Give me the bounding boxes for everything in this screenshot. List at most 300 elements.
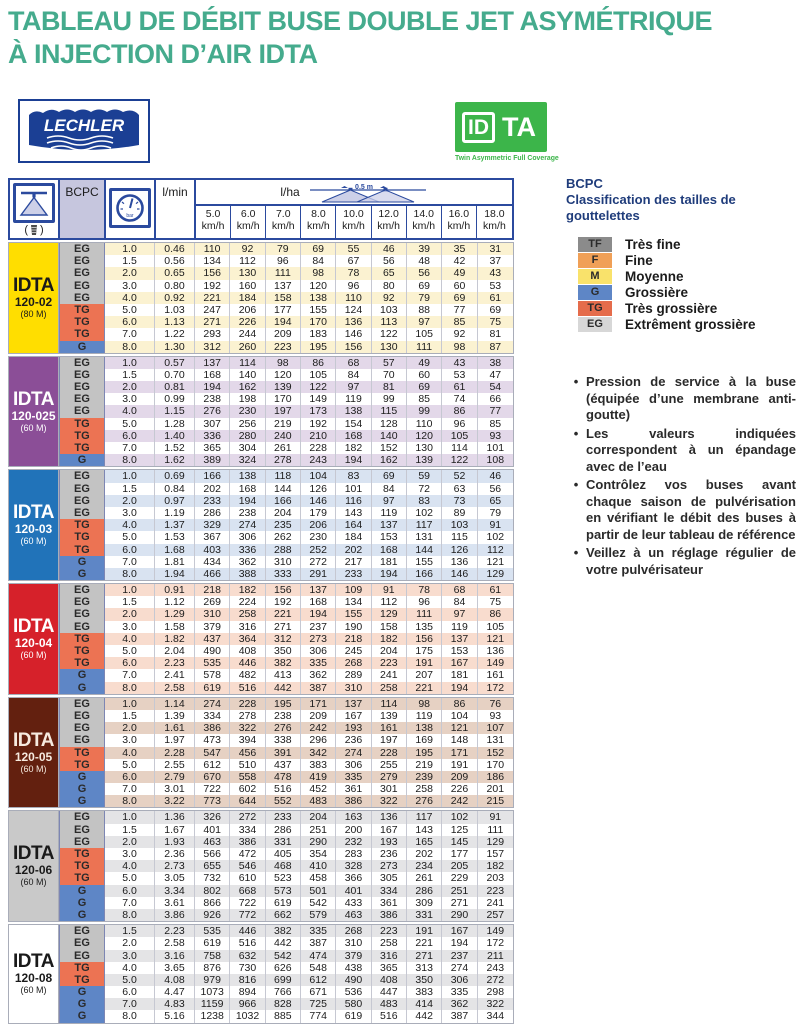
lha-value: 168 [372,544,407,556]
lha-value: 279 [372,771,407,783]
lha-value: 244 [230,328,265,340]
lha-value: 190 [336,621,371,633]
lha-value: 85 [442,316,477,328]
lha-value: 305 [372,872,407,884]
lha-value: 117 [407,811,442,823]
lha-value: 619 [336,1010,371,1022]
lha-value: 85 [489,417,502,430]
lha-value: 387 [301,937,336,949]
bcpc-class: EG [59,267,105,279]
bcpc-class: EG [59,608,105,620]
lha-value: 155 [407,556,442,568]
lha-value: 573 [266,885,301,897]
lha-value: 335 [301,657,336,669]
nozzle-group-120-05 [8,697,514,809]
lha-value: 204 [372,645,407,657]
lha-value: 31 [478,243,513,255]
lha-value: 136 [336,316,371,328]
speed-value: 16.0 [448,208,470,220]
nozzle-model: 120-06 [14,863,53,878]
lha-value: 552 [266,795,301,807]
lha-value: 296 [301,734,336,746]
lha-value: 725 [301,998,336,1010]
svg-text:LECHLER: LECHLER [43,116,125,135]
lha-value: 699 [266,974,301,986]
lha-value: 86 [301,357,336,369]
speed-value: 6.0 [240,208,256,220]
speed-column-header [336,206,371,238]
lha-value: 413 [266,669,301,681]
pressure-gauge-icon [114,192,146,224]
lha-value: 167 [442,657,477,669]
bcpc-class: EG [59,483,105,495]
lha-value: 114 [372,698,407,710]
lha-value: 558 [230,771,265,783]
lha-value: 255 [372,759,407,771]
lha-value: 39 [407,243,442,255]
flow-lmin-value: 3.34 [155,885,195,897]
legend-item [578,317,796,332]
lha-value: 66 [489,393,502,406]
pressure-bar-value: 7.0 [105,783,155,795]
lha-value: 155 [301,304,336,316]
nozzle-series: IDTA [13,729,54,751]
lha-value: 84 [372,483,407,495]
lha-value: 288 [266,544,301,556]
lha-value: 516 [230,937,265,949]
lha-value: 322 [372,795,407,807]
lha-value: 47 [489,368,502,381]
legend-title-line1: BCPC [566,176,603,191]
flow-lmin-value: 0.81 [155,381,195,393]
lha-value: 166 [195,470,230,482]
lha-value: 193 [372,836,407,848]
lha-value: 183 [301,328,336,340]
notes-list [566,374,796,578]
lha-value: 161 [372,722,407,734]
flow-lmin-value: 1.81 [155,556,195,568]
pressure-bar-value: 8.0 [105,454,155,466]
lha-value: 626 [266,962,301,974]
lha-value: 126 [442,544,477,556]
page-title-line2: À INJECTION D’AIR IDTA [8,39,318,69]
lha-value: 211 [478,950,513,962]
lha-value: 48 [407,255,442,267]
lha-value: 271 [266,621,301,633]
lha-value: 338 [266,734,301,746]
lha-value: 523 [266,872,301,884]
pressure-bar-value: 1.5 [105,710,155,722]
bcpc-class: TG [59,544,105,556]
bcpc-class: G [59,897,105,909]
lha-value: 121 [478,633,513,645]
lha-value: 257 [478,909,513,921]
bcpc-class: G [59,909,105,921]
bcpc-class: EG [59,280,105,292]
pressure-bar-value: 6.0 [105,885,155,897]
lha-value: 192 [301,418,336,430]
lha-value: 612 [301,974,336,986]
lha-value: 156 [336,341,371,353]
lha-value: 258 [372,937,407,949]
lha-value: 966 [230,998,265,1010]
lha-value: 79 [266,243,301,255]
bcpc-class: EG [59,621,105,633]
lha-value: 235 [266,519,301,531]
flow-lmin-value: 0.92 [155,292,195,304]
lha-value: 468 [266,860,301,872]
lha-value: 157 [486,848,505,860]
lha-value: 114 [230,357,265,369]
flow-lmin-value: 3.01 [155,783,195,795]
lha-value: 334 [195,710,230,722]
nozzle-size: (60 M) [20,984,47,995]
flow-lmin-value: 1.14 [155,698,195,710]
pressure-bar-value: 3.0 [105,280,155,292]
lha-value: 92 [372,292,407,304]
lha-value: 85 [407,393,442,405]
lha-value: 119 [407,710,442,722]
bcpc-color-swatch: G [578,285,612,300]
nozzle-model: 120-02 [14,294,53,309]
lha-value: 894 [230,986,265,998]
nozzle-group-120-02 [8,242,514,354]
lha-value: 77 [478,405,513,417]
lha-value: 619 [195,937,230,949]
legend-label: Extrêment grossière [625,317,756,332]
lha-value: 758 [195,950,230,962]
lha-value: 202 [195,483,230,495]
lha-value: 105 [442,430,477,442]
nozzle-series: IDTA [13,615,54,637]
pressure-bar-value: 7.0 [105,328,155,340]
lha-value: 135 [407,621,442,633]
lha-value: 229 [442,872,477,884]
lha-value: 149 [478,925,513,937]
lha-value: 289 [336,669,371,681]
flow-lmin-value: 1.52 [155,442,195,454]
lha-value: 271 [442,897,477,909]
lha-value: 1073 [195,986,230,998]
lha-value: 59 [407,470,442,482]
note-text: Les valeurs indiquées correspondent à un épandage avec de l’eau [586,425,796,474]
svg-text:0.5 m: 0.5 m [354,183,373,191]
lha-value: 89 [442,507,477,519]
lha-value: 184 [336,531,371,543]
lha-value: 382 [266,657,301,669]
lha-value: 81 [489,328,502,341]
lha-value: 274 [442,962,477,974]
lha-value: 258 [407,783,442,795]
flow-lmin-value: 1.97 [155,734,195,746]
bcpc-legend [578,237,796,332]
lha-value: 78 [407,584,442,596]
lha-value: 310 [266,556,301,568]
lha-label: l/ha [280,185,300,199]
legend-item [578,237,796,252]
lha-value: 191 [407,657,442,669]
lha-value: 324 [230,454,265,466]
lha-value: 119 [336,393,371,405]
lha-value: 69 [489,303,502,316]
bcpc-class: TG [59,633,105,645]
lha-value: 181 [372,556,407,568]
lha-value: 197 [266,405,301,417]
lha-value: 130 [407,442,442,454]
lha-value: 410 [301,860,336,872]
lha-value: 223 [372,925,407,937]
lha-value: 194 [230,495,265,507]
bcpc-class: TG [59,657,105,669]
lha-value: 218 [195,584,230,596]
lha-value: 110 [336,292,371,304]
flow-lmin-value: 1.68 [155,544,195,556]
bcpc-class: TG [59,328,105,340]
bcpc-class: TG [59,531,105,543]
lha-value: 230 [230,405,265,417]
nozzle-label [9,470,59,580]
lha-value: 204 [266,507,301,519]
lha-value: 61 [442,381,477,393]
lha-value: 331 [407,909,442,921]
lha-value: 236 [372,848,407,860]
flow-rate-table [8,178,514,1026]
lha-value: 866 [195,897,230,909]
lha-value: 310 [336,937,371,949]
lha-value: 75 [489,596,502,609]
lha-value: 274 [195,698,230,710]
bcpc-class: TG [59,962,105,974]
speed-unit: km/h [342,220,365,233]
lha-value: 35 [442,243,477,255]
flow-lmin-value: 0.65 [155,267,195,279]
bcpc-class: EG [59,950,105,962]
lha-value: 110 [407,418,442,430]
lha-value: 316 [372,950,407,962]
lha-value: 43 [478,267,513,279]
lha-value: 181 [442,669,477,681]
lha-value: 195 [301,341,336,353]
bcpc-class: TG [59,747,105,759]
lha-value: 828 [266,998,301,1010]
lha-value: 68 [336,357,371,369]
lha-value: 309 [407,897,442,909]
flow-lmin-value: 1.28 [155,418,195,430]
lha-value: 113 [372,316,407,328]
lha-value: 195 [266,698,301,710]
bcpc-class: G [59,568,105,580]
lha-value: 566 [195,848,230,860]
lha-value: 137 [442,633,477,645]
lha-value: 271 [407,950,442,962]
lha-value: 140 [230,369,265,381]
nozzle-tip-icon [29,224,39,236]
lha-value: 272 [301,556,336,568]
lha-value: 536 [336,986,371,998]
lha-value: 154 [336,418,371,430]
idta-logo [455,102,565,162]
lha-value: 290 [442,909,477,921]
flow-lmin-value: 2.79 [155,771,195,783]
nozzle-label [9,243,59,353]
bcpc-color-swatch: M [578,269,612,284]
speed-value: 14.0 [413,208,434,220]
bcpc-class: G [59,341,105,353]
lha-value: 442 [266,937,301,949]
lha-value: 168 [301,596,336,608]
lha-value: 490 [336,974,371,986]
lha-value: 65 [372,267,407,279]
lha-value: 68 [442,584,477,596]
lha-value: 118 [266,470,301,482]
lha-value: 316 [230,621,265,633]
lha-value: 162 [372,454,407,466]
lha-value: 97 [407,316,442,328]
flow-lmin-value: 1.58 [155,621,195,633]
lha-value: 194 [336,454,371,466]
flow-lmin-value: 1.40 [155,430,195,442]
flow-lmin-value: 0.84 [155,483,195,495]
lha-value: 236 [336,734,371,746]
lha-value: 121 [486,555,505,568]
lha-value: 245 [336,645,371,657]
lha-value: 92 [442,328,477,340]
legend-label: Grossière [625,285,689,300]
speed-value: 5.0 [205,208,221,220]
speed-unit: km/h [412,220,436,233]
lha-value: 670 [195,771,230,783]
pressure-bar-value: 1.0 [105,698,155,710]
bcpc-class: EG [59,255,105,267]
lha-value: 335 [336,771,371,783]
table-header [8,178,514,240]
bcpc-class: EG [59,584,105,596]
lha-value: 365 [372,962,407,974]
lha-value: 365 [195,442,230,454]
pressure-bar-value: 3.0 [105,734,155,746]
lha-value: 446 [230,925,265,937]
speed-column-header [266,206,301,238]
flow-lmin-value: 2.41 [155,669,195,681]
nozzle-group-120-06 [8,810,514,922]
speed-header-row [196,206,512,238]
lha-value: 273 [372,860,407,872]
pressure-bar-value: 1.0 [105,584,155,596]
nozzle-label [9,357,59,467]
lha-value: 234 [407,860,442,872]
lha-value: 354 [301,848,336,860]
pressure-bar-value: 5.0 [105,974,155,986]
lha-value: 182 [230,584,265,596]
legend-title [566,176,796,224]
lha-value: 168 [336,430,371,442]
lha-value: 104 [442,710,477,722]
flow-lmin-value: 1.61 [155,722,195,734]
lha-value: 433 [336,897,371,909]
lha-value: 97 [442,608,477,620]
lha-value: 129 [478,568,513,580]
lha-value: 143 [336,507,371,519]
lha-value: 386 [195,722,230,734]
lha-value: 69 [442,292,477,304]
lha-value: 364 [230,633,265,645]
pressure-bar-value: 4.0 [105,519,155,531]
lha-value: 139 [266,381,301,393]
lha-value: 394 [230,734,265,746]
nozzle-label [9,584,59,694]
lha-value: 310 [195,608,230,620]
lha-value: 722 [195,783,230,795]
idta-tagline: Twin Asymmetric Full Coverage [455,155,559,162]
flow-lmin-value: 2.58 [155,682,195,694]
lha-value: 177 [266,304,301,316]
flow-lmin-value: 3.16 [155,950,195,962]
lha-value: 290 [301,836,336,848]
lha-value: 218 [336,633,371,645]
lha-value: 350 [266,645,301,657]
lha-value: 256 [230,418,265,430]
lha-value: 99 [407,405,442,417]
lha-value: 53 [442,369,477,381]
lha-value: 130 [372,341,407,353]
lha-value: 88 [407,304,442,316]
lha-value: 168 [195,369,230,381]
bcpc-class: EG [59,393,105,405]
lha-value: 193 [336,722,371,734]
bcpc-class: G [59,885,105,897]
lha-value: 200 [336,824,371,836]
lha-value: 93 [478,430,513,442]
lha-value: 112 [230,255,265,267]
lha-value: 146 [301,495,336,507]
pressure-bar-value: 4.0 [105,962,155,974]
lha-value: 209 [442,771,477,783]
lha-value: 102 [442,811,477,823]
lha-value: 167 [442,925,477,937]
lha-value: 379 [195,621,230,633]
lha-value: 139 [407,454,442,466]
flow-lmin-value: 0.99 [155,393,195,405]
lha-value: 54 [478,381,513,393]
bcpc-class: EG [59,470,105,482]
pressure-bar-value: 8.0 [105,909,155,921]
lha-value: 772 [230,909,265,921]
lha-value: 387 [442,1010,477,1022]
lha-value: 612 [195,759,230,771]
lha-value: 179 [301,507,336,519]
lha-value: 138 [407,722,442,734]
lha-value: 204 [301,811,336,823]
lha-value: 156 [266,584,301,596]
lha-value: 184 [230,292,265,304]
lha-value: 139 [372,710,407,722]
lha-value: 535 [195,925,230,937]
pressure-bar-value: 6.0 [105,657,155,669]
lha-column-group-header [196,180,512,238]
pressure-bar-value: 1.5 [105,824,155,836]
lha-value: 177 [442,848,477,860]
lha-value: 283 [336,848,371,860]
lha-value: 458 [301,872,336,884]
lha-value: 137 [301,584,336,596]
lha-value: 115 [442,531,477,543]
lha-value: 120 [266,369,301,381]
lha-value: 170 [266,393,301,405]
lha-value: 201 [486,783,505,796]
lha-value: 344 [486,1010,505,1023]
lha-value: 194 [301,608,336,620]
lha-value: 169 [407,734,442,746]
